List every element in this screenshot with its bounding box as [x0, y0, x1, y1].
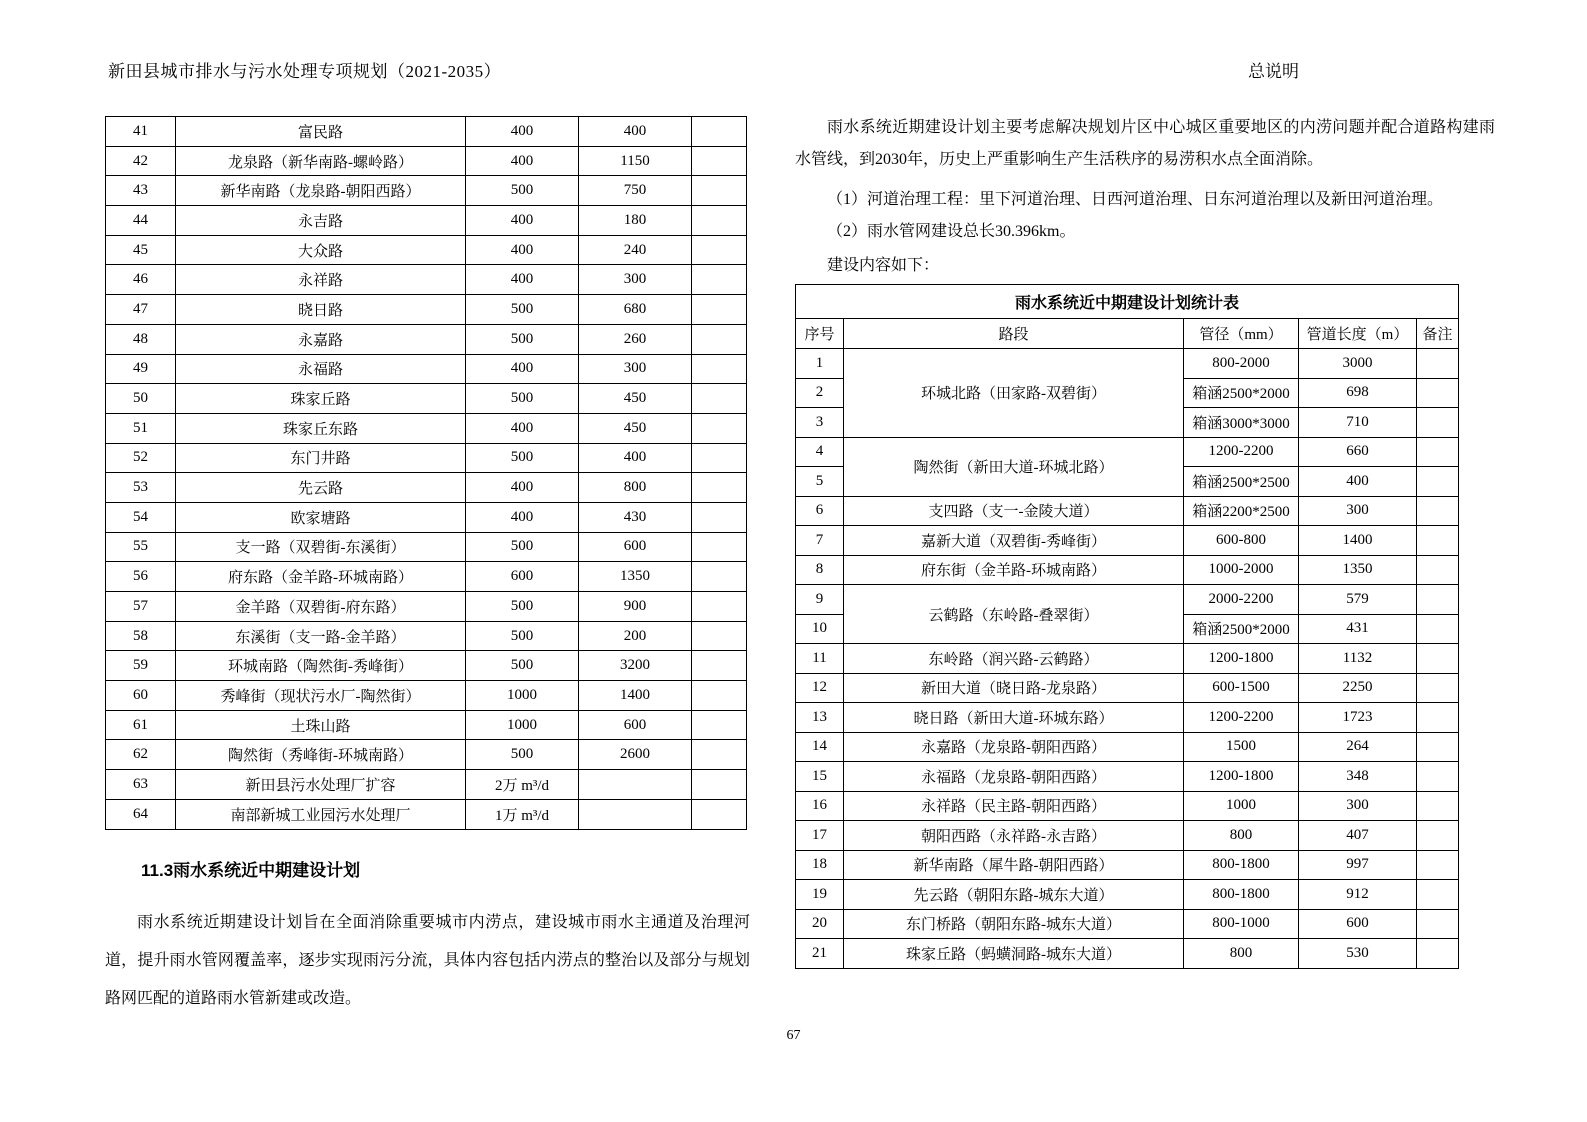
row-number-cell: 48: [106, 324, 176, 354]
seq-cell: 2: [796, 378, 844, 408]
value-cell: 500: [466, 176, 579, 206]
row-number-cell: 57: [106, 592, 176, 622]
seq-cell: 20: [796, 909, 844, 939]
length-cell: 530: [1299, 939, 1417, 969]
diameter-cell: 800-2000: [1184, 349, 1299, 379]
sewage-table-row: [106, 295, 747, 325]
sewage-table-row: [106, 502, 747, 532]
remark-cell: [1417, 644, 1459, 674]
road-name-cell: 南部新城工业园污水处理厂: [176, 799, 466, 829]
rain-intro-paragraph: 雨水系统近期建设计划主要考虑解决规划片区中心城区重要地区的内涝问题并配合道路构建雨水管线，到2030年，历史上严重影响生产生活秩序的易涝积水点全面消除。: [795, 119, 1495, 168]
sewage-table-row: [106, 176, 747, 206]
road-cell: 新华南路（犀牛路-朝阳西路）: [844, 850, 1184, 880]
value-cell: 400: [466, 235, 579, 265]
road-cell: 东岭路（润兴路-云鹤路）: [844, 644, 1184, 674]
value-cell: 500: [466, 592, 579, 622]
remark-cell: [1417, 732, 1459, 762]
remark-cell: [1417, 909, 1459, 939]
length-cell: 660: [1299, 437, 1417, 467]
sewage-table-row: [106, 562, 747, 592]
remark-cell: [692, 324, 747, 354]
seq-cell: 12: [796, 673, 844, 703]
remark-cell: [692, 413, 747, 443]
row-number-cell: 43: [106, 176, 176, 206]
remark-cell: [1417, 939, 1459, 969]
seq-cell: 3: [796, 408, 844, 438]
value-cell: 680: [579, 295, 692, 325]
value-cell: 500: [466, 324, 579, 354]
header-section-label: 总说明: [1248, 62, 1299, 81]
rain-table-title-row: [796, 285, 1459, 319]
diameter-cell: 800-1800: [1184, 880, 1299, 910]
row-number-cell: 49: [106, 354, 176, 384]
diameter-cell: 600-1500: [1184, 673, 1299, 703]
value-cell: 500: [466, 740, 579, 770]
row-number-cell: 55: [106, 532, 176, 562]
diameter-cell: 800: [1184, 821, 1299, 851]
remark-cell: [692, 117, 747, 147]
length-cell: 698: [1299, 378, 1417, 408]
sewage-table-row: [106, 206, 747, 236]
value-cell: 400: [466, 413, 579, 443]
length-cell: 300: [1299, 791, 1417, 821]
road-name-cell: 新田县污水处理厂扩容: [176, 770, 466, 800]
seq-cell: 1: [796, 349, 844, 379]
remark-cell: [1417, 437, 1459, 467]
length-cell: 1350: [1299, 555, 1417, 585]
sewage-table-row: [106, 681, 747, 711]
value-cell: 500: [466, 443, 579, 473]
length-cell: 400: [1299, 467, 1417, 497]
remark-cell: [1417, 880, 1459, 910]
document-title: 新田县城市排水与污水处理专项规划（2021-2035）: [108, 62, 502, 81]
value-cell: [579, 770, 692, 800]
road-name-cell: 永祥路: [176, 265, 466, 295]
remark-cell: [692, 502, 747, 532]
seq-cell: 9: [796, 585, 844, 615]
row-number-cell: 52: [106, 443, 176, 473]
road-cell: 府东街（金羊路-环城南路）: [844, 555, 1184, 585]
road-cell: 永祥路（民主路-朝阳西路）: [844, 791, 1184, 821]
remark-cell: [692, 770, 747, 800]
road-name-cell: 环城南路（陶然街-秀峰街）: [176, 651, 466, 681]
seq-cell: 6: [796, 496, 844, 526]
length-cell: 710: [1299, 408, 1417, 438]
remark-cell: [692, 146, 747, 176]
sewage-table-body: [106, 117, 747, 830]
value-cell: 400: [579, 443, 692, 473]
rain-table-row: [796, 762, 1459, 792]
diameter-cell: 800-1800: [1184, 850, 1299, 880]
value-cell: 300: [579, 265, 692, 295]
length-cell: 997: [1299, 850, 1417, 880]
remark-cell: [1417, 614, 1459, 644]
value-cell: 1000: [466, 681, 579, 711]
row-number-cell: 61: [106, 710, 176, 740]
row-number-cell: 50: [106, 384, 176, 414]
remark-cell: [692, 384, 747, 414]
rain-table-row: [796, 644, 1459, 674]
value-cell: 260: [579, 324, 692, 354]
remark-cell: [692, 443, 747, 473]
value-cell: 400: [579, 117, 692, 147]
remark-cell: [692, 651, 747, 681]
value-cell: 180: [579, 206, 692, 236]
sewage-table-row: [106, 324, 747, 354]
sewage-project-table: [105, 116, 747, 830]
sewage-table-row: [106, 235, 747, 265]
section-heading: 11.3雨水系统近中期建设计划: [141, 861, 361, 880]
sewage-table-row: [106, 384, 747, 414]
value-cell: 200: [579, 621, 692, 651]
remark-cell: [692, 265, 747, 295]
remark-cell: [1417, 378, 1459, 408]
sewage-table-row: [106, 117, 747, 147]
remark-cell: [1417, 467, 1459, 497]
length-cell: 407: [1299, 821, 1417, 851]
value-cell: 240: [579, 235, 692, 265]
rain-table-row: [796, 555, 1459, 585]
seq-cell: 21: [796, 939, 844, 969]
sewage-table-row: [106, 443, 747, 473]
rain-table-row: [796, 673, 1459, 703]
rain-table-row: [796, 496, 1459, 526]
row-number-cell: 41: [106, 117, 176, 147]
row-number-cell: 59: [106, 651, 176, 681]
road-cell: 陶然街（新田大道-环城北路）: [844, 437, 1184, 496]
diameter-cell: 2000-2200: [1184, 585, 1299, 615]
length-cell: 1400: [1299, 526, 1417, 556]
row-number-cell: 45: [106, 235, 176, 265]
rain-table-row: [796, 437, 1459, 467]
rain-table-row: [796, 821, 1459, 851]
sewage-table-row: [106, 592, 747, 622]
rain-table-row: [796, 939, 1459, 969]
seq-cell: 10: [796, 614, 844, 644]
remark-cell: [1417, 349, 1459, 379]
remark-cell: [1417, 821, 1459, 851]
road-name-cell: 府东路（金羊路-环城南路）: [176, 562, 466, 592]
diameter-cell: 箱涵3000*3000: [1184, 408, 1299, 438]
road-name-cell: 东门井路: [176, 443, 466, 473]
road-name-cell: 珠家丘路: [176, 384, 466, 414]
value-cell: 1000: [466, 710, 579, 740]
rain-table-row: [796, 880, 1459, 910]
remark-cell: [692, 354, 747, 384]
row-number-cell: 44: [106, 206, 176, 236]
remark-cell: [692, 592, 747, 622]
right-column: [795, 112, 1495, 969]
road-name-cell: 龙泉路（新华南路-螺岭路）: [176, 146, 466, 176]
remark-cell: [1417, 850, 1459, 880]
road-name-cell: 富民路: [176, 117, 466, 147]
road-cell: 东门桥路（朝阳东路-城东大道）: [844, 909, 1184, 939]
road-name-cell: 欧家塘路: [176, 502, 466, 532]
road-cell: 永福路（龙泉路-朝阳西路）: [844, 762, 1184, 792]
diameter-cell: 1000-2000: [1184, 555, 1299, 585]
row-number-cell: 56: [106, 562, 176, 592]
value-cell: 500: [466, 621, 579, 651]
value-cell: 450: [579, 384, 692, 414]
row-number-cell: 60: [106, 681, 176, 711]
seq-cell: 11: [796, 644, 844, 674]
seq-cell: 19: [796, 880, 844, 910]
value-cell: 600: [466, 562, 579, 592]
value-cell: 430: [579, 502, 692, 532]
length-cell: 600: [1299, 909, 1417, 939]
road-cell: 新田大道（晓日路-龙泉路）: [844, 673, 1184, 703]
road-name-cell: 珠家丘东路: [176, 413, 466, 443]
col-header-seq: 序号: [796, 319, 844, 349]
diameter-cell: 箱涵2500*2000: [1184, 378, 1299, 408]
row-number-cell: 42: [106, 146, 176, 176]
road-cell: 嘉新大道（双碧街-秀峰街）: [844, 526, 1184, 556]
value-cell: 300: [579, 354, 692, 384]
road-name-cell: 先云路: [176, 473, 466, 503]
diameter-cell: 1200-1800: [1184, 644, 1299, 674]
row-number-cell: 64: [106, 799, 176, 829]
diameter-cell: 箱涵2500*2500: [1184, 467, 1299, 497]
remark-cell: [692, 295, 747, 325]
road-cell: 晓日路（新田大道-环城东路）: [844, 703, 1184, 733]
value-cell: 3200: [579, 651, 692, 681]
value-cell: 400: [466, 146, 579, 176]
diameter-cell: 箱涵2200*2500: [1184, 496, 1299, 526]
rain-table-head: [796, 285, 1459, 349]
remark-cell: [1417, 673, 1459, 703]
seq-cell: 16: [796, 791, 844, 821]
remark-cell: [1417, 703, 1459, 733]
rain-plan-table: [795, 284, 1459, 969]
rain-table-row: [796, 909, 1459, 939]
value-cell: 400: [466, 117, 579, 147]
remark-cell: [692, 473, 747, 503]
value-cell: [579, 799, 692, 829]
length-cell: 3000: [1299, 349, 1417, 379]
value-cell: 2万 m³/d: [466, 770, 579, 800]
value-cell: 400: [466, 502, 579, 532]
sewage-table-row: [106, 651, 747, 681]
row-number-cell: 47: [106, 295, 176, 325]
length-cell: 1723: [1299, 703, 1417, 733]
remark-cell: [692, 532, 747, 562]
page-number: 67: [786, 1028, 801, 1043]
col-header-remark: 备注: [1417, 319, 1459, 349]
sewage-table-row: [106, 413, 747, 443]
remark-cell: [692, 176, 747, 206]
rain-table-row: [796, 526, 1459, 556]
remark-cell: [692, 681, 747, 711]
road-cell: 珠家丘路（蚂蟥洞路-城东大道）: [844, 939, 1184, 969]
road-name-cell: 东溪街（支一路-金羊路）: [176, 621, 466, 651]
value-cell: 450: [579, 413, 692, 443]
remark-cell: [1417, 762, 1459, 792]
road-name-cell: 金羊路（双碧街-府东路）: [176, 592, 466, 622]
value-cell: 400: [466, 265, 579, 295]
road-cell: 朝阳西路（永祥路-永吉路）: [844, 821, 1184, 851]
row-number-cell: 58: [106, 621, 176, 651]
diameter-cell: 1200-1800: [1184, 762, 1299, 792]
value-cell: 750: [579, 176, 692, 206]
diameter-cell: 箱涵2500*2000: [1184, 614, 1299, 644]
road-name-cell: 陶然街（秀峰街-环城南路）: [176, 740, 466, 770]
remark-cell: [1417, 496, 1459, 526]
table-lead-text: 建设内容如下：: [827, 257, 940, 274]
value-cell: 1150: [579, 146, 692, 176]
remark-cell: [692, 562, 747, 592]
sewage-table-row: [106, 770, 747, 800]
row-number-cell: 46: [106, 265, 176, 295]
seq-cell: 7: [796, 526, 844, 556]
road-name-cell: 秀峰街（现状污水厂-陶然街）: [176, 681, 466, 711]
length-cell: 1132: [1299, 644, 1417, 674]
sewage-table-row: [106, 740, 747, 770]
value-cell: 1400: [579, 681, 692, 711]
row-number-cell: 54: [106, 502, 176, 532]
seq-cell: 8: [796, 555, 844, 585]
remark-cell: [692, 710, 747, 740]
remark-cell: [692, 740, 747, 770]
value-cell: 500: [466, 651, 579, 681]
length-cell: 579: [1299, 585, 1417, 615]
rain-table-row: [796, 585, 1459, 615]
remark-cell: [1417, 585, 1459, 615]
road-cell: 先云路（朝阳东路-城东大道）: [844, 880, 1184, 910]
diameter-cell: 800: [1184, 939, 1299, 969]
value-cell: 400: [466, 354, 579, 384]
length-cell: 300: [1299, 496, 1417, 526]
sewage-table-row: [106, 354, 747, 384]
sewage-table-row: [106, 473, 747, 503]
list-item-2: （2）雨水管网建设总长30.396km。: [827, 223, 1076, 240]
rain-table-body: [796, 349, 1459, 969]
remark-cell: [692, 206, 747, 236]
remark-cell: [1417, 408, 1459, 438]
rain-table-header-row: [796, 319, 1459, 349]
sewage-table-row: [106, 710, 747, 740]
list-item-1: （1）河道治理工程：里下河道治理、日西河道治理、日东河道治理以及新田河道治理。: [827, 191, 1444, 208]
value-cell: 1350: [579, 562, 692, 592]
road-name-cell: 支一路（双碧街-东溪街）: [176, 532, 466, 562]
row-number-cell: 53: [106, 473, 176, 503]
remark-cell: [692, 235, 747, 265]
length-cell: 348: [1299, 762, 1417, 792]
col-header-diameter: 管径（mm）: [1184, 319, 1299, 349]
road-name-cell: 永吉路: [176, 206, 466, 236]
rain-table-title: 雨水系统近中期建设计划统计表: [796, 285, 1459, 319]
rain-table-row: [796, 732, 1459, 762]
road-name-cell: 大众路: [176, 235, 466, 265]
seq-cell: 13: [796, 703, 844, 733]
sewage-table-row: [106, 146, 747, 176]
col-header-length: 管道长度（m）: [1299, 319, 1417, 349]
diameter-cell: 1200-2200: [1184, 703, 1299, 733]
road-name-cell: 晓日路: [176, 295, 466, 325]
diameter-cell: 600-800: [1184, 526, 1299, 556]
value-cell: 1万 m³/d: [466, 799, 579, 829]
rain-table-row: [796, 850, 1459, 880]
road-name-cell: 土珠山路: [176, 710, 466, 740]
diameter-cell: 1200-2200: [1184, 437, 1299, 467]
value-cell: 600: [579, 532, 692, 562]
seq-cell: 17: [796, 821, 844, 851]
road-name-cell: 新华南路（龙泉路-朝阳西路）: [176, 176, 466, 206]
row-number-cell: 51: [106, 413, 176, 443]
diameter-cell: 1500: [1184, 732, 1299, 762]
remark-cell: [692, 799, 747, 829]
length-cell: 912: [1299, 880, 1417, 910]
length-cell: 264: [1299, 732, 1417, 762]
seq-cell: 5: [796, 467, 844, 497]
road-cell: 支四路（支一-金陵大道）: [844, 496, 1184, 526]
remark-cell: [1417, 555, 1459, 585]
seq-cell: 18: [796, 850, 844, 880]
row-number-cell: 62: [106, 740, 176, 770]
length-cell: 431: [1299, 614, 1417, 644]
col-header-road: 路段: [844, 319, 1184, 349]
remark-cell: [1417, 791, 1459, 821]
value-cell: 600: [579, 710, 692, 740]
remark-cell: [692, 621, 747, 651]
sewage-table-row: [106, 532, 747, 562]
sewage-table-row: [106, 799, 747, 829]
road-cell: 永嘉路（龙泉路-朝阳西路）: [844, 732, 1184, 762]
road-name-cell: 永福路: [176, 354, 466, 384]
rain-table-row: [796, 703, 1459, 733]
seq-cell: 15: [796, 762, 844, 792]
road-name-cell: 永嘉路: [176, 324, 466, 354]
diameter-cell: 800-1000: [1184, 909, 1299, 939]
value-cell: 900: [579, 592, 692, 622]
value-cell: 500: [466, 532, 579, 562]
value-cell: 400: [466, 206, 579, 236]
rain-table-row: [796, 349, 1459, 379]
section-paragraph: 雨水系统近期建设计划旨在全面消除重要城市内涝点，建设城市雨水主通道及治理河道，提升雨水管网覆盖率，逐步实现雨污分流，具体内容包括内涝点的整治以及部分与规划路网匹配的道路雨水管新建或改造。: [105, 914, 750, 1007]
row-number-cell: 63: [106, 770, 176, 800]
rain-table-row: [796, 791, 1459, 821]
road-cell: 云鹤路（东岭路-叠翠街）: [844, 585, 1184, 644]
road-cell: 环城北路（田家路-双碧街）: [844, 349, 1184, 438]
length-cell: 2250: [1299, 673, 1417, 703]
seq-cell: 4: [796, 437, 844, 467]
sewage-table-row: [106, 265, 747, 295]
value-cell: 2600: [579, 740, 692, 770]
sewage-table-row: [106, 621, 747, 651]
value-cell: 800: [579, 473, 692, 503]
value-cell: 500: [466, 295, 579, 325]
remark-cell: [1417, 526, 1459, 556]
seq-cell: 14: [796, 732, 844, 762]
value-cell: 400: [466, 473, 579, 503]
diameter-cell: 1000: [1184, 791, 1299, 821]
value-cell: 500: [466, 384, 579, 414]
